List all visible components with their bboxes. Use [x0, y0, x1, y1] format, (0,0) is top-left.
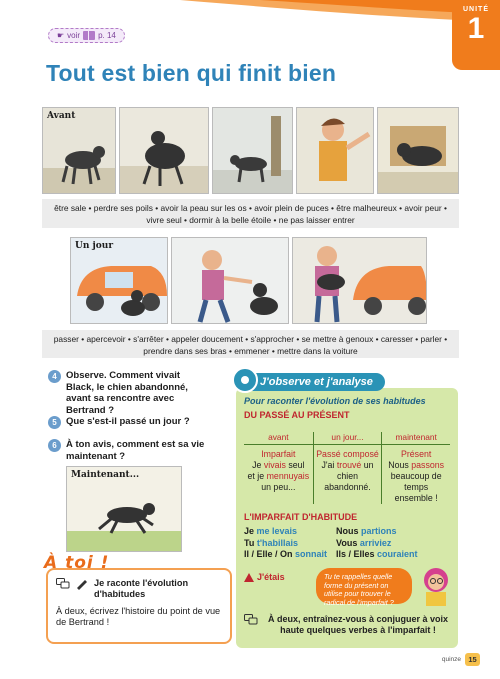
pronoun: J'ai	[321, 460, 337, 470]
question-number: 6	[48, 439, 61, 452]
chat-icon	[56, 578, 70, 590]
pronoun: Vous	[336, 537, 360, 548]
verb: passons	[411, 460, 445, 470]
verb: mennuyais	[266, 471, 310, 481]
verb: sonnait	[295, 549, 328, 559]
man-drawing	[297, 108, 373, 194]
rest: ensemble !	[394, 493, 438, 503]
question-text: À ton avis, comment est sa vie maintenant ?	[66, 439, 205, 462]
rest: chien abandonné.	[324, 471, 371, 492]
tense-name: Imparfait	[261, 449, 296, 459]
conjugation-singular	[244, 526, 327, 561]
a-toi-description: À deux, écrivez l'histoire du point de vue de Bertrand !	[56, 606, 221, 627]
a-toi-task: Je raconte l'évolution d'habitudes	[94, 578, 189, 599]
grammar-heading-passe: DU PASSÉ AU PRÉSENT	[244, 410, 350, 420]
a-toi-title: À toi !	[44, 553, 110, 573]
question-5	[48, 416, 218, 429]
rest: un	[361, 460, 374, 470]
warning-word: J'étais	[257, 572, 285, 582]
verb: trouvé	[336, 460, 362, 470]
pronoun: Je	[252, 460, 264, 470]
maintenant-tag: Maintenant...	[71, 470, 140, 480]
verb: partions	[361, 526, 397, 536]
reference-page: p. 14	[98, 31, 116, 40]
warning-icon	[244, 573, 254, 582]
dog-drawing	[378, 108, 459, 194]
pencil-icon	[75, 578, 89, 590]
comic-panel	[292, 237, 427, 324]
chat-icon	[244, 614, 258, 626]
comic-panel	[296, 107, 373, 194]
maintenant-panel	[66, 466, 182, 552]
tense-column-avant	[244, 445, 313, 504]
dog-drawing	[120, 108, 208, 194]
grammar-heading-imparfait: L'IMPARFAIT D'HABITUDE	[244, 512, 358, 522]
question-6	[48, 439, 218, 462]
question-4	[48, 370, 208, 416]
grammar-task	[244, 614, 454, 636]
strip-tag-un-jour: Un jour	[75, 241, 114, 251]
comic-panel	[70, 237, 168, 324]
strip-tag-avant: Avant	[47, 111, 76, 121]
grammar-subtitle: Pour raconter l'évolution de ses habitudes	[244, 396, 426, 406]
verb: couraient	[377, 549, 418, 559]
page-number: 15	[465, 653, 480, 666]
a-toi-box	[46, 568, 232, 644]
girl-illustration	[414, 564, 454, 606]
dog-drawing	[213, 108, 293, 194]
tense-header: maintenant	[381, 432, 450, 445]
pronoun: Il / Elle / On	[244, 549, 296, 559]
question-text: Que s'est-il passé un jour ?	[66, 416, 190, 427]
grammar-header	[236, 373, 385, 391]
comic-panel	[119, 107, 208, 194]
pronoun: Tu	[244, 537, 257, 548]
comic-strip-avant	[42, 107, 459, 194]
pronoun: Ils / Elles	[336, 549, 378, 559]
grammar-box	[236, 376, 458, 648]
hand-pointer-icon: ☛	[57, 31, 65, 40]
grammar-task-text: À deux, entraînez-vous à conjuguer à voix haute quelques verbes à l'imparfait !	[267, 614, 449, 635]
pronoun: Nous	[388, 460, 412, 470]
rest: un peu...	[261, 482, 296, 492]
book-icon	[83, 31, 95, 40]
verb: arriviez	[359, 537, 392, 548]
unit-number: 1	[467, 12, 485, 45]
pronoun: et je	[247, 471, 267, 481]
verb: t'habillais	[256, 537, 298, 548]
question-number: 4	[48, 370, 61, 383]
reference-prefix: voir	[67, 31, 81, 40]
comic-panel	[212, 107, 293, 194]
page-word: quinze	[441, 656, 461, 663]
comic-strip-un-jour	[70, 237, 427, 324]
page-reference[interactable]	[48, 28, 125, 43]
tense-column-maintenant	[381, 445, 450, 504]
eye-icon	[232, 367, 258, 393]
man-and-dog-drawing	[172, 238, 289, 324]
question-number: 5	[48, 416, 61, 429]
pronoun: Je	[244, 526, 257, 536]
pronoun: Nous	[336, 526, 362, 536]
page-footer	[442, 653, 480, 666]
tense-header: un jour...	[313, 432, 382, 445]
rest: seul	[285, 460, 305, 470]
comic-panel	[42, 107, 116, 194]
conjugation-plural	[336, 526, 418, 561]
tense-header: avant	[244, 432, 313, 445]
warning-note	[244, 572, 285, 582]
unit-label: UNITÉ	[463, 6, 489, 13]
vocab-box-un-jour: passer • apercevoir • s'arrêter • appeler doucement • s'approcher • se mettre à genoux • caresser • parler • prendre dans ses bras • emmener • mettre dans la voiture	[42, 330, 459, 358]
vocab-box-avant: être sale • perdre ses poils • avoir la peau sur les os • avoir plein de puces • être malheureux • avoir peur • vivre seul • dormir à la belle étoile • ne pas laisser entrer	[42, 199, 459, 228]
tense-table	[244, 432, 450, 504]
comic-panel	[171, 237, 289, 324]
hint-bubble: Tu te rappelles quelle forme du présent on utilise pour trouver le radical de l'imparfait ?	[316, 568, 412, 604]
comic-panel	[377, 107, 459, 194]
car-and-hug-drawing	[293, 238, 427, 324]
tense-name: Passé composé	[316, 449, 379, 459]
grammar-header-text: J'observe et j'analyse	[260, 376, 373, 388]
tense-name: Présent	[400, 449, 432, 459]
verb: vivais	[263, 460, 286, 470]
unit-tab	[452, 0, 500, 70]
verb: me levais	[256, 526, 298, 536]
question-text: Observe. Comment vivait Black, le chien abandonné, avant sa rencontre avec Bertrand ?	[66, 370, 188, 416]
tense-column-un-jour	[313, 445, 382, 504]
page-title: Tout est bien qui finit bien	[46, 60, 337, 86]
rest: beaucoup de temps	[390, 471, 442, 492]
